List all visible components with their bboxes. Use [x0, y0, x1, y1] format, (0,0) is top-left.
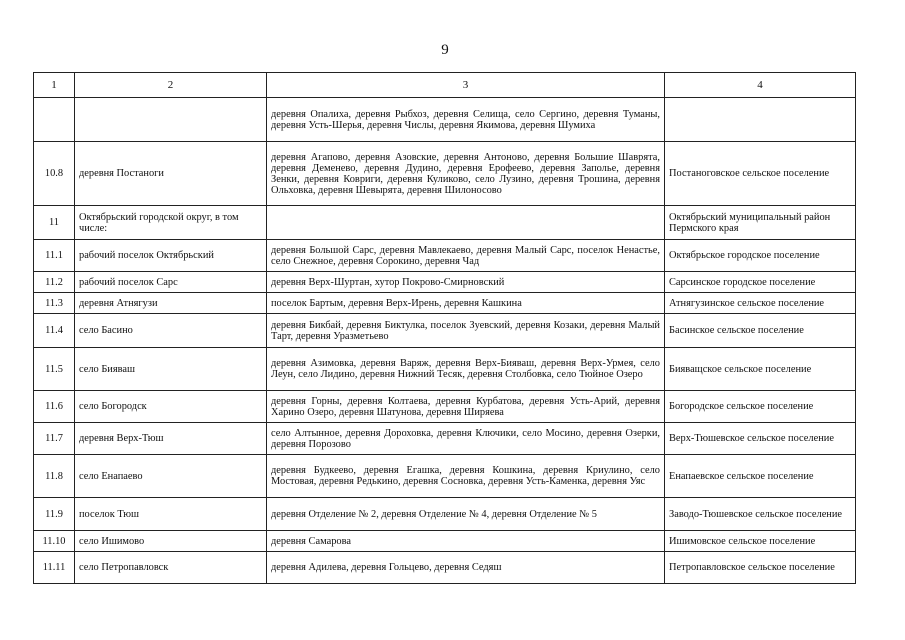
row-settlement: Постаноговское сельское поселение: [665, 142, 856, 206]
table-row: [34, 206, 856, 240]
row-settlement: Заводо-Тюшевское сельское поселение: [665, 498, 856, 531]
row-settlement: Октябрьский муниципальный район Пермского края: [665, 206, 856, 240]
row-number: 11.7: [34, 423, 75, 455]
table-row: [34, 531, 856, 552]
row-villages: село Алтынное, деревня Дороховка, деревня Ключики, село Мосино, деревня Озерки, деревня Порозово: [267, 423, 665, 455]
table-row: [34, 240, 856, 272]
row-name: село Богородск: [75, 391, 267, 423]
row-name: село Ишимово: [75, 531, 267, 552]
row-number: 11.6: [34, 391, 75, 423]
table-row: [34, 348, 856, 391]
row-name: поселок Тюш: [75, 498, 267, 531]
table-row: [34, 142, 856, 206]
row-villages: деревня Адилева, деревня Гольцево, деревня Седяш: [267, 552, 665, 584]
row-villages: поселок Бартым, деревня Верх-Ирень, деревня Кашкина: [267, 293, 665, 314]
row-name: деревня Постаноги: [75, 142, 267, 206]
row-villages: деревня Азимовка, деревня Варяж, деревня Верх-Бияваш, деревня Верх-Урмея, село Леун, село Лидино, деревня Нижний Тесяк, деревня Столбовка, село Тюйное Озеро: [267, 348, 665, 391]
row-number: [34, 98, 75, 142]
row-number: 11.8: [34, 455, 75, 498]
row-villages: деревня Большой Сарс, деревня Мавлекаево, деревня Малый Сарс, поселок Ненастье, село Снежное, деревня Сорокино, деревня Чад: [267, 240, 665, 272]
row-number: 11.11: [34, 552, 75, 584]
row-number: 11.5: [34, 348, 75, 391]
row-settlement: Енапаевское сельское поселение: [665, 455, 856, 498]
row-name: [75, 98, 267, 142]
row-name: деревня Верх-Тюш: [75, 423, 267, 455]
row-villages: деревня Горны, деревня Колтаева, деревня Курбатова, деревня Усть-Арий, деревня Харино Озеро, деревня Шатунова, деревня Ширяева: [267, 391, 665, 423]
row-number: 11.3: [34, 293, 75, 314]
row-number: 11: [34, 206, 75, 240]
row-number: 11.2: [34, 272, 75, 293]
row-villages: деревня Самарова: [267, 531, 665, 552]
row-name: село Басино: [75, 314, 267, 348]
row-settlement: Басинское сельское поселение: [665, 314, 856, 348]
row-settlement: Богородское сельское поселение: [665, 391, 856, 423]
table-row: [34, 423, 856, 455]
table-row: [34, 293, 856, 314]
table-row: [34, 455, 856, 498]
row-name: село Бияваш: [75, 348, 267, 391]
row-villages: [267, 206, 665, 240]
table-row: [34, 498, 856, 531]
row-settlement: Атнягузинское сельское поселение: [665, 293, 856, 314]
row-villages: деревня Бикбай, деревня Биктулка, поселок Зуевский, деревня Козаки, деревня Малый Тарт, деревня Уразметьево: [267, 314, 665, 348]
page-number: 9: [441, 42, 449, 58]
table-row: [34, 272, 856, 293]
row-number: 11.10: [34, 531, 75, 552]
header-cell: 3: [267, 73, 665, 98]
row-villages: деревня Отделение № 2, деревня Отделение № 4, деревня Отделение № 5: [267, 498, 665, 531]
row-name: село Петропавловск: [75, 552, 267, 584]
table-row: [34, 98, 856, 142]
row-number: 11.9: [34, 498, 75, 531]
row-villages: деревня Верх-Шуртан, хутор Покрово-Смирновский: [267, 272, 665, 293]
row-settlement: Верх-Тюшевское сельское поселение: [665, 423, 856, 455]
row-name: рабочий поселок Сарс: [75, 272, 267, 293]
row-settlement: Сарсинское городское поселение: [665, 272, 856, 293]
row-settlement: Октябрьское городское поселение: [665, 240, 856, 272]
header-cell: 1: [34, 73, 75, 98]
row-villages: деревня Агапово, деревня Азовские, деревня Антоново, деревня Большие Шаврята, деревня Деменево, деревня Дудино, деревня Ерофеево, деревня Заполье, деревня Зенки, деревня Ковриги, деревня Куликово, село Лузино, деревня Трошина, деревня Ольховка, деревня Шевырята, деревня Шилоносово: [267, 142, 665, 206]
row-settlement: Петропавловское сельское поселение: [665, 552, 856, 584]
table-row: [34, 552, 856, 584]
row-villages: деревня Будкеево, деревня Егашка, деревня Кошкина, деревня Криулино, село Мостовая, деревня Редькино, деревня Сосновка, деревня Усть-Каменка, деревня Уяс: [267, 455, 665, 498]
row-villages: деревня Опалиха, деревня Рыбхоз, деревня Селища, село Сергино, деревня Туманы, деревня Усть-Шерья, деревня Числы, деревня Якимова, деревня Шумиха: [267, 98, 665, 142]
header-cell: 2: [75, 73, 267, 98]
table-row: [34, 314, 856, 348]
row-settlement: [665, 98, 856, 142]
row-number: 11.1: [34, 240, 75, 272]
row-number: 11.4: [34, 314, 75, 348]
row-name: Октябрьский городской округ, в том числе:: [75, 206, 267, 240]
row-name: село Енапаево: [75, 455, 267, 498]
row-name: рабочий поселок Октябрьский: [75, 240, 267, 272]
table-header-row: [34, 73, 856, 98]
row-settlement: Бияващское сельское поселение: [665, 348, 856, 391]
table-row: [34, 391, 856, 423]
header-cell: 4: [665, 73, 856, 98]
row-number: 10.8: [34, 142, 75, 206]
row-settlement: Ишимовское сельское поселение: [665, 531, 856, 552]
row-name: деревня Атнягузи: [75, 293, 267, 314]
settlements-table: [33, 72, 856, 584]
